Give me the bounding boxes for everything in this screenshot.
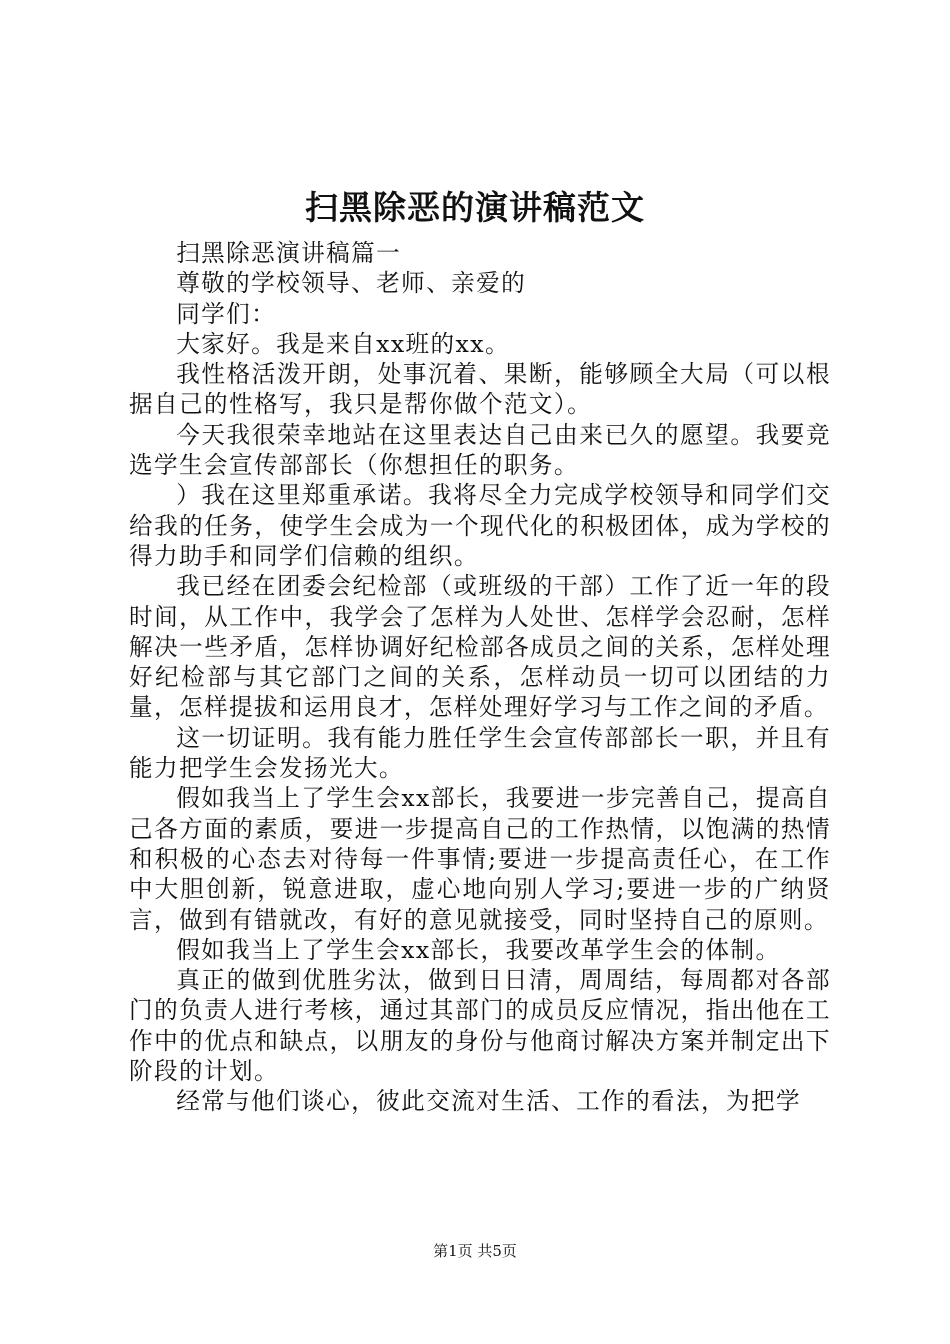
paragraph: 我已经在团委会纪检部（或班级的干部）工作了近一年的段时间，从工作中，我学会了怎样为人处世、怎样学会忍耐，怎样解决一些矛盾，怎样协调好纪检部各成员之间的关系，怎样处理好纪检部与其它部门之间的关系，怎样动员一切可以团结的力量，怎样提拔和运用良才，怎样处理好学习与工作之间的矛盾。: [129, 572, 831, 722]
paragraph-salutation-cont: 同学们：: [176, 299, 277, 328]
paragraph: 今天我很荣幸地站在这里表达自己由来已久的愿望。我要竞选学生会宣传部部长（你想担任的职务。: [129, 420, 831, 480]
paragraph: 假如我当上了学生会xx部长，我要改革学生会的体制。: [176, 935, 781, 964]
paragraph-greeting: 大家好。我是来自xx班的xx。: [176, 329, 510, 358]
paragraph: 假如我当上了学生会xx部长，我要进一步完善自己，提高自己各方面的素质，要进一步提高自己的工作热情，以饱满的热情和积极的心态去对待每一件事情;要进一步提高责任心，在工作中大胆创新，锐意进取，虚心地向别人学习;要进一步的广纳贤言，做到有错就改，有好的意见就接受，同时坚持自己的原则。: [129, 784, 831, 934]
paragraph-heading: 扫黑除恶演讲稿篇一: [176, 239, 402, 267]
paragraph-salutation: 尊敬的学校领导、老师、亲爱的: [176, 269, 527, 298]
paragraph: 经常与他们谈心，彼此交流对生活、工作的看法，为把学: [176, 1087, 802, 1116]
paragraph: 真正的做到优胜劣汰，做到日日清，周周结，每周都对各部门的负责人进行考核，通过其部门的成员反应情况，指出他在工作中的优点和缺点，以朋友的身份与他商讨解决方案并制定出下阶段的计划。: [129, 966, 831, 1086]
page-footer: 第1页 共5页: [433, 1242, 517, 1260]
paragraph: 我性格活泼开朗，处事沉着、果断，能够顾全大局（可以根据自己的性格写，我只是帮你做个范文）。: [129, 360, 831, 419]
paragraph: 这一切证明。我有能力胜任学生会宣传部部长一职，并且有能力把学生会发扬光大。: [129, 723, 831, 783]
paragraph: ）我在这里郑重承诺。我将尽全力完成学校领导和同学们交给我的任务，使学生会成为一个现代化的积极团体，成为学校的得力助手和同学们信赖的组织。: [129, 481, 831, 570]
document-title: 扫黑除恶的演讲稿范文: [305, 188, 645, 227]
document-body: [129, 238, 831, 1117]
